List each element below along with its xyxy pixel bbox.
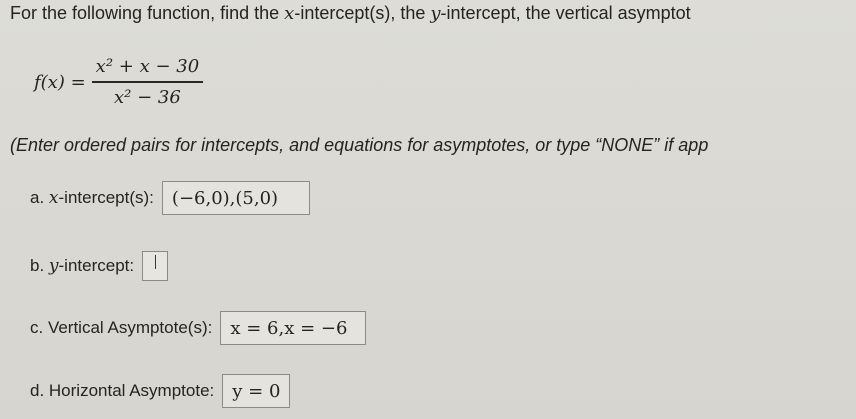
item-y-intercept (30, 251, 168, 281)
prompt-suffix: -intercept, the vertical asymptot (440, 3, 691, 23)
y-intercept-label (30, 256, 134, 276)
function-definition (34, 48, 203, 116)
item-b-var: y (48, 256, 59, 276)
instructions-hint: (Enter ordered pairs for intercepts, and equations for asymptotes, or type “NONE” if app (10, 135, 709, 155)
vertical-asymptote-label: c. Vertical Asymptote(s): (30, 318, 213, 337)
horizontal-asymptote-label: d. Horizontal Asymptote: (30, 381, 215, 400)
item-b-label: -intercept: (58, 256, 135, 275)
x-intercept-label (30, 188, 154, 208)
item-x-intercepts (30, 181, 310, 215)
prompt-x-var: x (284, 3, 295, 24)
item-b-prefix: b. (30, 256, 49, 275)
item-horizontal-asymptote (30, 374, 290, 408)
item-a-label: -intercept(s): (58, 188, 154, 207)
function-denominator: x² − 36 (114, 87, 181, 108)
prompt-y-var: y (430, 3, 441, 24)
question-prompt (10, 2, 691, 25)
x-intercept-answer-field[interactable]: (−6,0),(5,0) (162, 181, 310, 215)
vertical-asymptote-answer-field[interactable]: x = 6,x = −6 (220, 311, 366, 345)
prompt-mid: -intercept(s), the (294, 3, 431, 23)
function-lhs: f(x) = (34, 71, 86, 93)
function-numerator: x² + x − 30 (95, 56, 200, 77)
horizontal-asymptote-answer-field[interactable]: y = 0 (222, 374, 290, 408)
text-cursor (155, 255, 156, 269)
item-a-var: x (48, 188, 59, 208)
prompt-prefix: For the following function, find the (10, 3, 285, 23)
y-intercept-answer-field[interactable] (142, 251, 168, 281)
function-fraction (92, 56, 203, 108)
item-vertical-asymptotes (30, 311, 366, 345)
item-a-prefix: a. (30, 188, 49, 207)
